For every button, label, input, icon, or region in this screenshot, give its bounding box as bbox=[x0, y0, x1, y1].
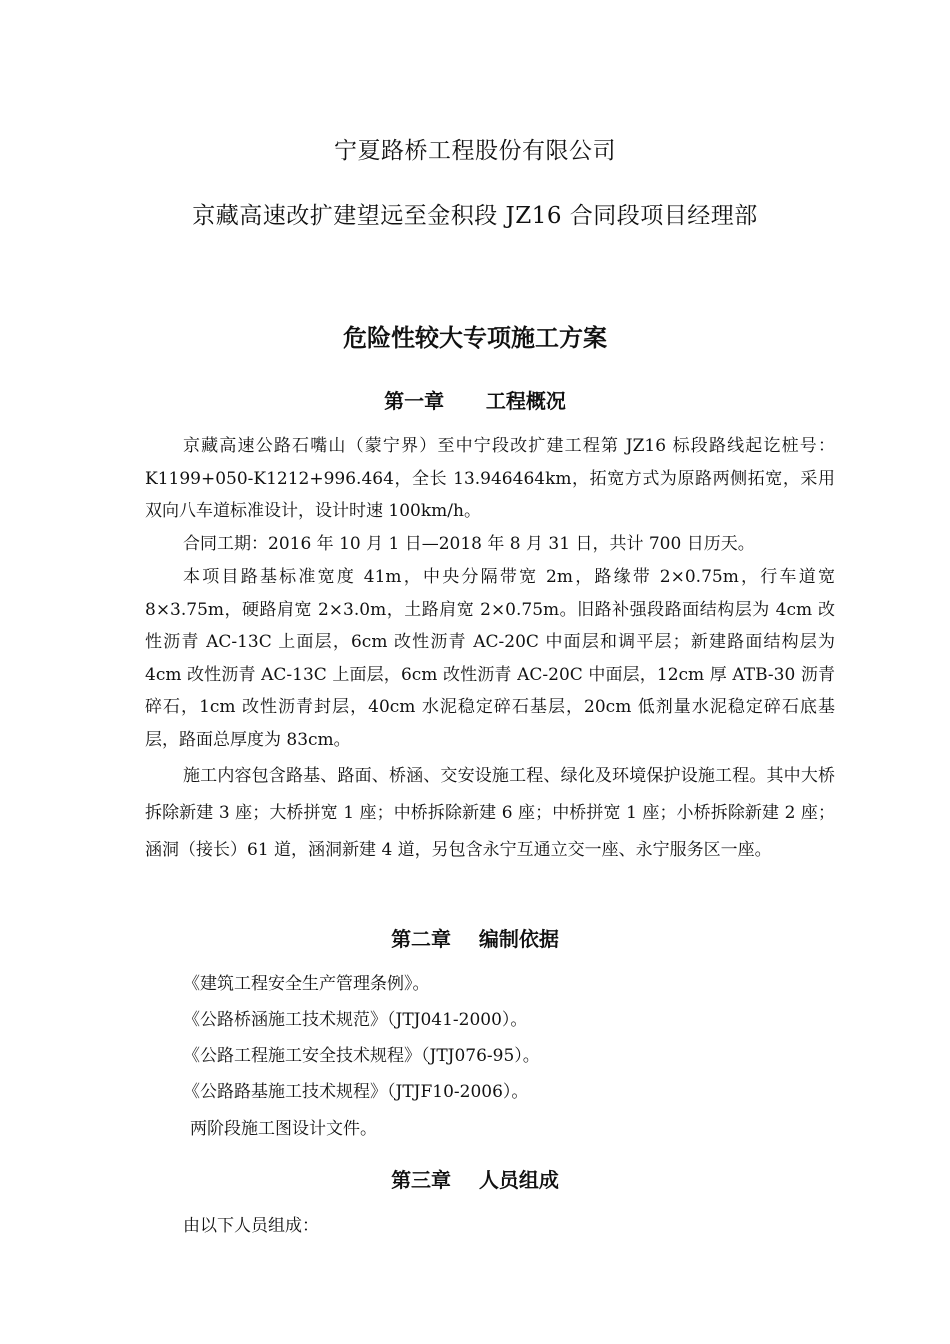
chapter-3-heading: 第三章 人员组成 bbox=[391, 1168, 559, 1192]
document-title: 危险性较大专项施工方案 bbox=[343, 324, 607, 352]
basis-item: 《建筑工程安全生产管理条例》。 bbox=[183, 974, 430, 994]
paragraph-route: 京藏高速公路石嘴山（蒙宁界）至中宁段改扩建工程第 JZ16 标段路线起讫桩号：K1199+050-K1212+996.464，全长 13.946464km，拓宽方式为原路两侧拓宽，采用双向八车道标准设计，设计时速 100km/h。 bbox=[145, 436, 835, 521]
chapter-1-heading: 第一章 工程概况 bbox=[384, 389, 566, 413]
project-department: 京藏高速改扩建望远至金积段 JZ16 合同段项目经理部 bbox=[192, 203, 758, 229]
paragraph-scope: 施工内容包含路基、路面、桥涵、交安设施工程、绿化及环境保护设施工程。其中大桥拆除新建 3 座；大桥拼宽 1 座；中桥拆除新建 6 座；中桥拼宽 1 座；小桥拆除新建 2 座；涵洞（接长）61 道，涵洞新建 4 道，另包含永宁互通立交一座、永宁服务区一座。 bbox=[145, 766, 835, 860]
chapter-2-heading: 第二章 编制依据 bbox=[391, 927, 559, 951]
basis-item: 两阶段施工图设计文件。 bbox=[190, 1119, 377, 1139]
basis-item: 《公路路基施工技术规程》（JTJF10-2006）。 bbox=[183, 1082, 529, 1102]
basis-item: 《公路桥涵施工技术规范》（JTJ041-2000）。 bbox=[183, 1010, 528, 1030]
basis-item: 《公路工程施工安全技术规程》（JTJ076-95）。 bbox=[183, 1046, 540, 1066]
company-name: 宁夏路桥工程股份有限公司 bbox=[334, 138, 616, 164]
personnel-intro: 由以下人员组成： bbox=[183, 1216, 319, 1236]
paragraph-schedule: 合同工期：2016 年 10 月 1 日—2018 年 8 月 31 日，共计 700 日历天。 bbox=[183, 534, 755, 554]
paragraph-structure: 本项目路基标准宽度 41m，中央分隔带宽 2m，路缘带 2×0.75m，行车道宽 8×3.75m，硬路肩宽 2×3.0m，土路肩宽 2×0.75m。旧路补强段路面结构层为 4cm 改性沥青 AC-13C 上面层，6cm 改性沥青 AC-20C 中面层和调平层；新建路面结构层为 4cm 改性沥青 AC-13C 上面层，6cm 改性沥青 AC-20C 中面层，12cm 厚 ATB-30 沥青碎石，1cm 改性沥青封层，40cm 水泥稳定碎石基层，20cm 低剂量水泥稳定碎石底基层，路面总厚度为 83cm。 bbox=[145, 567, 835, 750]
